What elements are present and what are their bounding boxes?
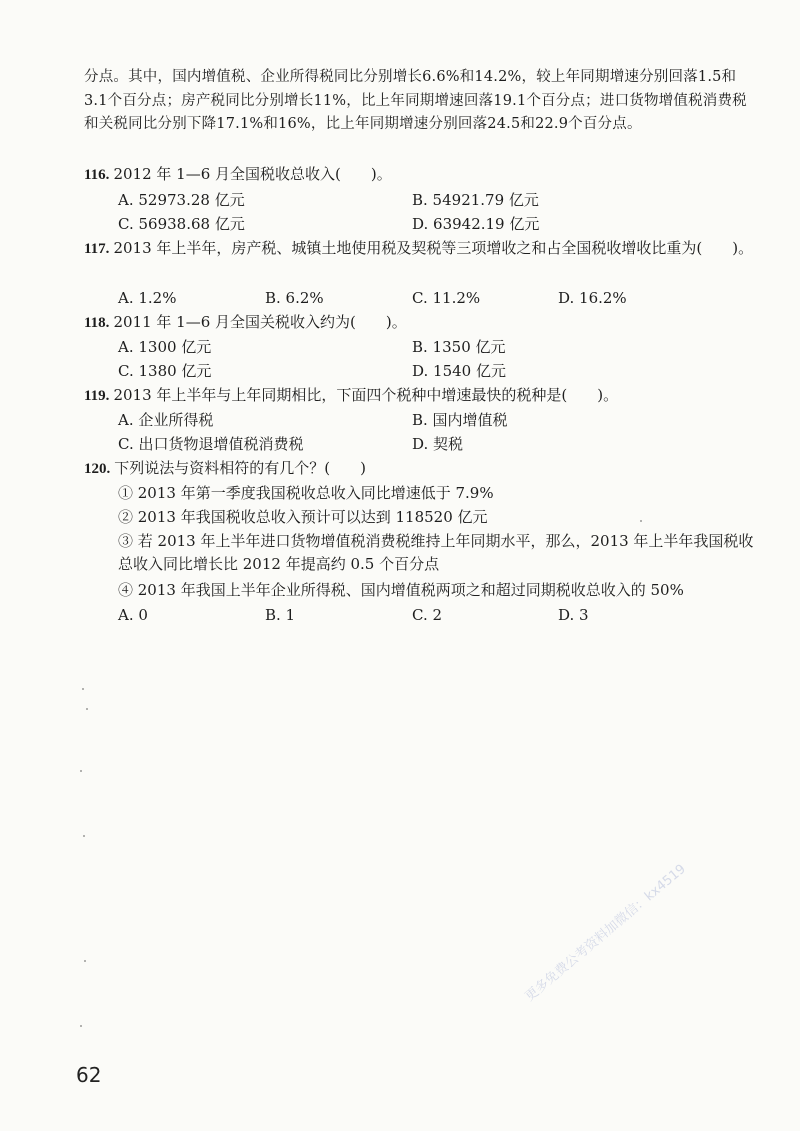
question-number: 119. (84, 388, 110, 404)
option-b: B. 6.2% (265, 289, 324, 307)
question-number: 118. (84, 315, 110, 331)
scan-speck (84, 960, 86, 962)
option-a: A. 企业所得税 (118, 411, 214, 429)
option-b: B. 1 (265, 606, 296, 624)
page-number: 62 (76, 1063, 102, 1087)
option-c: C. 出口货物退增值税消费税 (118, 435, 304, 453)
scan-speck (82, 688, 84, 690)
scan-speck (83, 835, 85, 837)
question-text: 2013 年上半年与上年同期相比，下面四个税种中增速最快的税种是( )。 (113, 386, 619, 404)
statement-3: ③ 若 2013 年上半年进口货物增值税消费税维持上年同期水平，那么，2013 年上半年我国税收总收入同比增长比 2012 年提高约 0.5 个百分点 (118, 532, 754, 573)
question-text: 2013 年上半年，房产税、城镇土地使用税及契税等三项增收之和占全国税收增收比重为( )。 (113, 239, 754, 257)
question-text: 2012 年 1—6 月全国税收总收入( )。 (113, 165, 392, 183)
option-d: D. 契税 (412, 435, 464, 453)
question-number: 120. (84, 461, 111, 477)
option-c: C. 56938.68 亿元 (118, 215, 245, 233)
option-c: C. 2 (412, 606, 443, 624)
option-d: D. 3 (558, 606, 589, 624)
scan-speck (640, 520, 642, 522)
question-117 (84, 237, 754, 261)
question-120 (84, 457, 754, 481)
option-d: D. 16.2% (558, 289, 627, 307)
option-a: A. 0 (118, 606, 148, 624)
option-d: D. 1540 亿元 (412, 362, 506, 380)
intro-paragraph: 分点。其中，国内增值税、企业所得税同比分别增长6.6%和14.2%，较上年同期增速分别回落1.5和3.1个百分点；房产税同比分别增长11%，比上年同期增速回落19.1个百分点；进口货物增值税消费税和关税同比分别下降17.1%和16%，比上年同期增速分别回落24.5和22.9个百分点。 (84, 69, 747, 132)
option-d: D. 63942.19 亿元 (412, 215, 540, 233)
question-116 (84, 163, 754, 187)
question-119 (84, 384, 754, 408)
option-a: A. 1300 亿元 (118, 338, 212, 356)
option-c: C. 1380 亿元 (118, 362, 212, 380)
question-text: 2011 年 1—6 月全国关税收入约为( )。 (113, 313, 407, 331)
scan-speck (86, 708, 88, 710)
option-a: A. 1.2% (118, 289, 177, 307)
option-b: B. 国内增值税 (412, 411, 508, 429)
option-a: A. 52973.28 亿元 (118, 191, 245, 209)
question-text: 下列说法与资料相符的有几个？( ) (114, 459, 366, 477)
statement-4: ④ 2013 年我国上半年企业所得税、国内增值税两项之和超过同期税收总收入的 50% (118, 581, 684, 599)
statement-2: ② 2013 年我国税收总收入预计可以达到 118520 亿元 (118, 508, 488, 526)
option-b: B. 54921.79 亿元 (412, 191, 539, 209)
option-b: B. 1350 亿元 (412, 338, 506, 356)
question-118 (84, 311, 754, 335)
scan-speck (80, 1025, 82, 1027)
question-number: 117. (84, 241, 110, 257)
watermark: 更多免费公考资料加微信：kx4519 (522, 861, 689, 1005)
question-number: 116. (84, 167, 110, 183)
statement-1: ① 2013 年第一季度我国税收总收入同比增速低于 7.9% (118, 484, 494, 502)
scan-speck (80, 770, 82, 772)
option-c: C. 11.2% (412, 289, 481, 307)
